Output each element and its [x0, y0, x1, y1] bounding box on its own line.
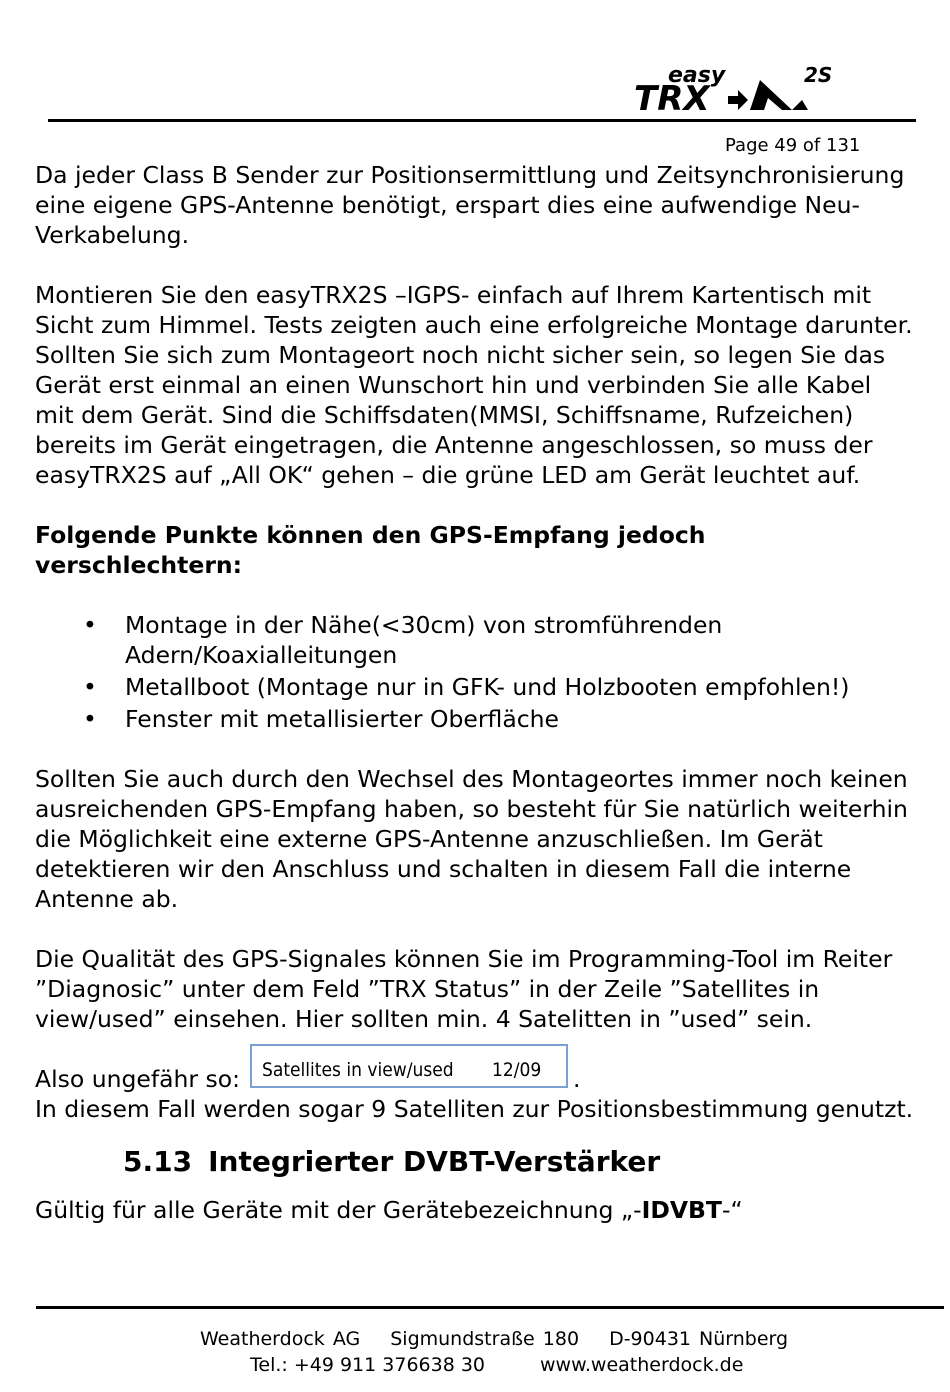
paragraph: Sollten Sie auch durch den Wechsel des Montageortes immer noch keinen ausreichenden GPS-Empfang haben, so besteht für Sie natürlich weiterhin die Möglichkeit eine externe GPS-Antenne anzuschließen. Im Gerät detektieren wir den Anschluss und schalten in diesem Fall die interne Antenne ab.: [35, 765, 908, 913]
logo-easy-text: easy: [668, 63, 726, 88]
paragraph: Montieren Sie den easyTRX2S –IGPS- einfach auf Ihrem Kartentisch mit Sicht zum Himmel. Tests zeigten auch eine erfolgreiche Montage darunter. Sollten Sie sich zum Montageort noch nicht sicher sein, so legen Sie das Gerät erst einmal an einen Wunschort hin und verbinden Sie alle Kabel mit dem Gerät. Sind die Schiffsdaten(MMSI, Schiffsname, Rufzeichen) bereits im Gerät eingetragen, die Antenne angeschlossen, so muss der easyTRX2S auf „All OK“ gehen – die grüne LED am Gerät leuchtet auf.: [35, 281, 913, 489]
section-number: 5.13: [123, 1145, 193, 1178]
list-item: • Fenster mit metallisierter Oberfläche: [35, 704, 915, 734]
header-rule: [48, 119, 916, 122]
bold-subheading: Folgende Punkte können den GPS-Empfang jedoch verschlechtern:: [35, 521, 706, 579]
example-lead: Also ungefähr so:: [35, 1065, 241, 1093]
logo-trx-text: TRX: [634, 79, 710, 116]
footer-city: D-90431 Nürnberg: [609, 1328, 789, 1350]
footer-rule: [36, 1306, 944, 1309]
validity-suffix: -“: [721, 1196, 743, 1224]
validity-model-code: IDVBT: [641, 1196, 722, 1224]
list-item: • Metallboot (Montage nur in GFK- und Holzbooten empfohlen!): [35, 672, 915, 702]
paragraph: Die Qualität des GPS-Signales können Sie im Programming-Tool im Reiter ”Diagnosic” unter dem Feld ”TRX Status” in der Zeile ”Satellites in view/used” einsehen. Hier sollten min. 4 Satelitten in ”used” sein.: [35, 945, 893, 1033]
logo-2s-text: 2S: [804, 63, 833, 87]
example-dot: .: [573, 1065, 581, 1093]
paragraph: In diesem Fall werden sogar 9 Satelliten zur Positionsbestimmung genutzt.: [35, 1095, 914, 1123]
body-text: [35, 160, 915, 1124]
example-row: [35, 1059, 915, 1094]
bullet-list: [35, 610, 915, 734]
page-number: Page 49 of 131: [725, 135, 861, 156]
section-title: Integrierter DVBT-Verstärker: [208, 1145, 661, 1178]
section-heading: [123, 1145, 660, 1178]
footer-website: www.weatherdock.de: [540, 1354, 744, 1376]
satellites-value: 12/09: [492, 1059, 542, 1081]
footer-street: Sigmundstraße 180: [390, 1328, 580, 1350]
footer-company: Weatherdock AG: [200, 1328, 361, 1350]
satellites-status-box: [250, 1044, 568, 1088]
footer-contact: [250, 1354, 743, 1376]
list-item: • Montage in der Nähe(<30cm) von stromführenden Adern/Koaxialleitungen: [35, 610, 915, 670]
easytrx2s-logo: [632, 60, 852, 116]
footer-address: [200, 1328, 788, 1350]
satellites-label: Satellites in view/used: [262, 1059, 454, 1081]
footer-phone: Tel.: +49 911 376638 30: [250, 1354, 486, 1376]
paragraph: Da jeder Class B Sender zur Positionsermittlung und Zeitsynchronisierung eine eigene GPS-Antenne benötigt, erspart dies eine aufwendige Neu-Verkabelung.: [35, 161, 905, 249]
validity-prefix: Gültig für alle Geräte mit der Gerätebezeichnung „-: [35, 1196, 642, 1224]
logo-arrow-icon: [728, 90, 748, 110]
validity-note: [35, 1196, 743, 1224]
